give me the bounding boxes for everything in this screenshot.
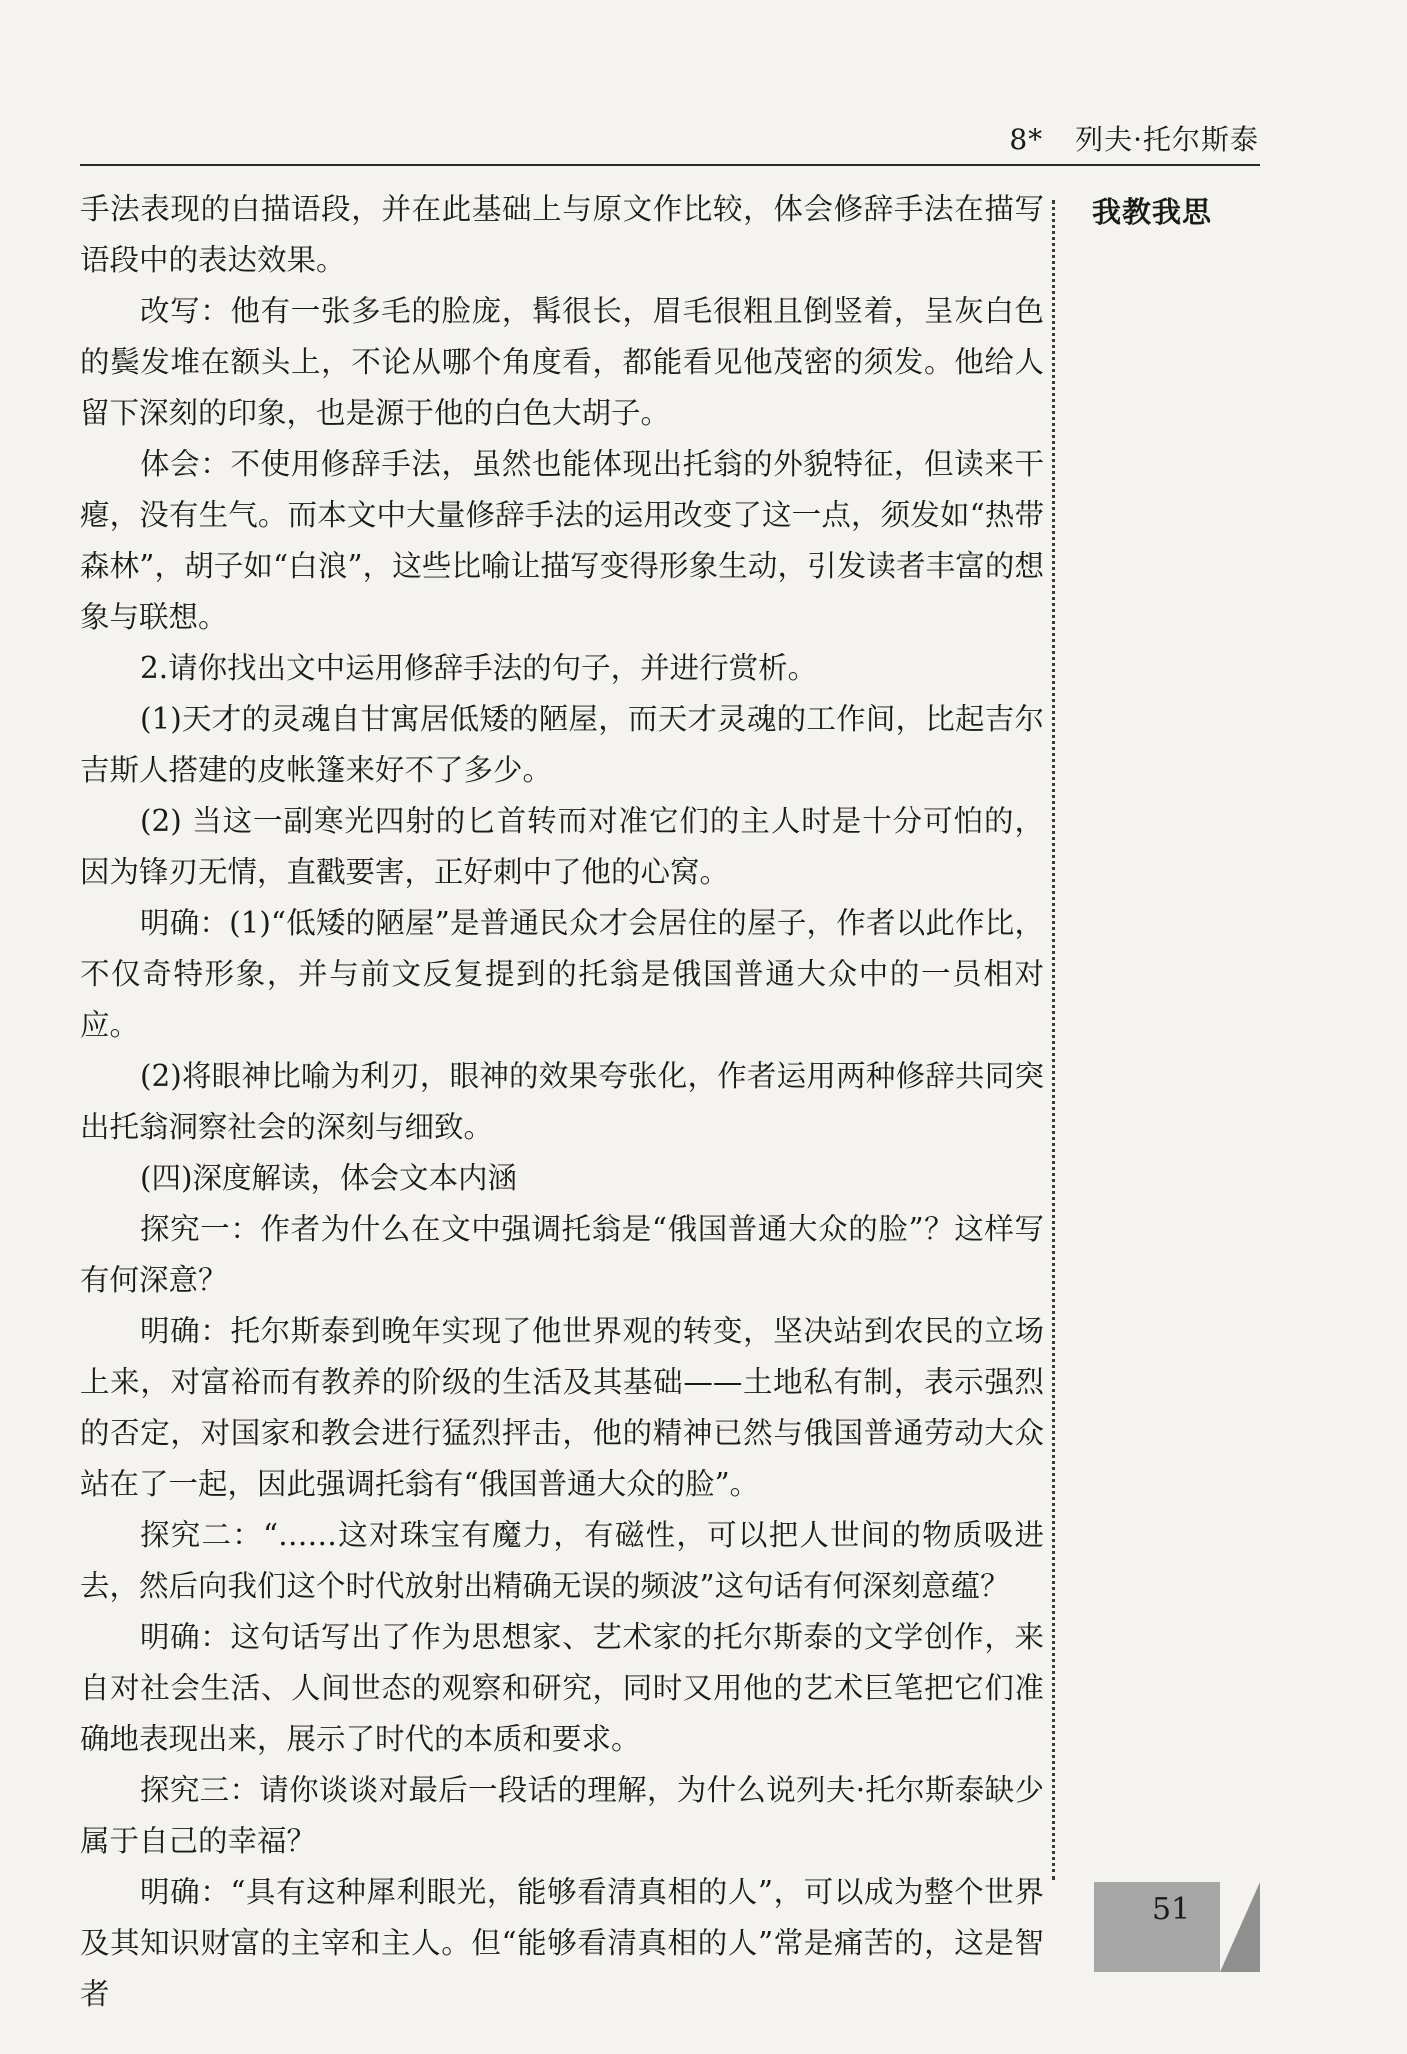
header-rule: [80, 164, 1260, 166]
running-header: [1009, 118, 1259, 158]
page-number: 51: [1152, 1892, 1191, 1927]
paragraph: (1)天才的灵魂自甘寓居低矮的陋屋，而天才灵魂的工作间，比起吉尔吉斯人搭建的皮帐篷来好不了多少。: [80, 702, 1044, 787]
paragraph: (2) 当这一副寒光四射的匕首转而对准它们的主人时是十分可怕的，因为锋刃无情，直戳要害，正好刺中了他的心窝。: [80, 804, 1044, 889]
paragraph: 改写：他有一张多毛的脸庞，髯很长，眉毛很粗且倒竖着，呈灰白色的鬓发堆在额头上，不论从哪个角度看，都能看见他茂密的须发。他给人留下深刻的印象，也是源于他的白色大胡子。: [80, 294, 1044, 430]
chapter-number: 8*: [1009, 123, 1044, 156]
paragraph: 探究三：请你谈谈对最后一段话的理解，为什么说列夫·托尔斯泰缺少属于自己的幸福？: [80, 1773, 1044, 1858]
section-heading: (四)深度解读，体会文本内涵: [140, 1161, 518, 1195]
chapter-title: 列夫·托尔斯泰: [1075, 123, 1259, 156]
main-text-column: [80, 184, 1044, 2020]
paragraph: 探究二：“……这对珠宝有魔力，有磁性，可以把人世间的物质吸进去，然后向我们这个时代放射出精确无误的频波”这句话有何深刻意蕴？: [80, 1518, 1044, 1603]
paragraph: 明确：(1)“低矮的陋屋”是普通民众才会居住的屋子，作者以此作比，不仅奇特形象，并与前文反复提到的托翁是俄国普通大众中的一员相对应。: [80, 906, 1044, 1042]
margin-divider: [1052, 200, 1055, 1880]
question-heading: 2.请你找出文中运用修辞手法的句子，并进行赏析。: [140, 651, 818, 685]
paragraph: 明确：这句话写出了作为思想家、艺术家的托尔斯泰的文学创作，来自对社会生活、人间世态的观察和研究，同时又用他的艺术巨笔把它们准确地表现出来，展示了时代的本质和要求。: [80, 1620, 1044, 1756]
paragraph: 明确：托尔斯泰到晚年实现了他世界观的转变，坚决站到农民的立场上来，对富裕而有教养的阶级的生活及其基础——土地私有制，表示强烈的否定，对国家和教会进行猛烈抨击，他的精神已然与俄国普通劳动大众站在了一起，因此强调托翁有“俄国普通大众的脸”。: [80, 1314, 1044, 1501]
paragraph: (2)将眼神比喻为利刃，眼神的效果夸张化，作者运用两种修辞共同突出托翁洞察社会的深刻与细致。: [80, 1059, 1044, 1144]
paragraph: 手法表现的白描语段，并在此基础上与原文作比较，体会修辞手法在描写语段中的表达效果。: [80, 192, 1044, 277]
sidebar-title: 我教我思: [1092, 195, 1213, 229]
paragraph: 探究一：作者为什么在文中强调托翁是“俄国普通大众的脸”？这样写有何深意？: [80, 1212, 1044, 1297]
paragraph: 明确：“具有这种犀利眼光，能够看清真相的人”，可以成为整个世界及其知识财富的主宰和主人。但“能够看清真相的人”常是痛苦的，这是智者: [80, 1875, 1044, 2011]
page-corner-marker: [1220, 1882, 1260, 1972]
paragraph: 体会：不使用修辞手法，虽然也能体现出托翁的外貌特征，但读来干瘪，没有生气。而本文中大量修辞手法的运用改变了这一点，须发如“热带森林”，胡子如“白浪”，这些比喻让描写变得形象生动，引发读者丰富的想象与联想。: [80, 447, 1044, 634]
